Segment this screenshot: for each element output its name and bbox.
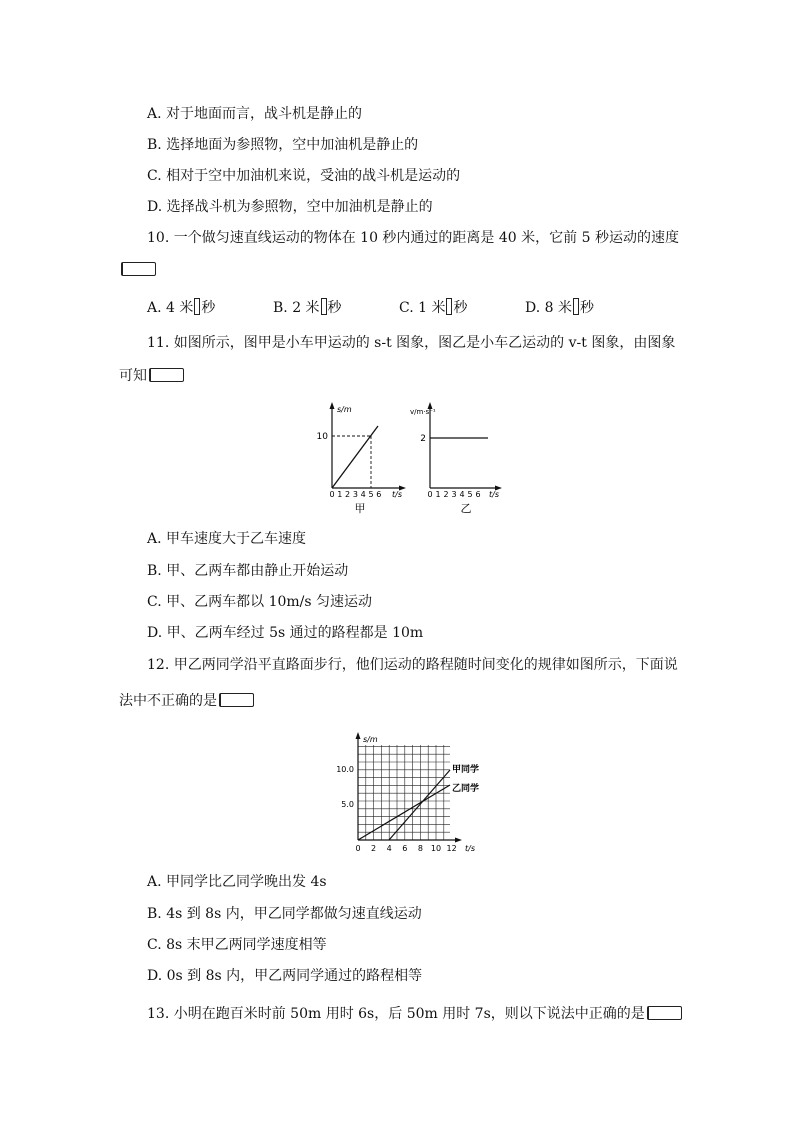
x-tick: 6	[376, 490, 382, 499]
graph-caption: 乙	[460, 502, 472, 515]
q12-stem-line2: 法中不正确的是	[119, 692, 254, 710]
y-axis-arrow-icon	[330, 402, 335, 409]
x-tick: 10	[430, 844, 442, 853]
x-tick: 1	[337, 490, 343, 499]
x-tick: 6	[402, 844, 408, 853]
q11-option-c: C. 甲、乙两车都以 10m/s 匀速运动	[147, 594, 373, 610]
y-axis-label: s/m	[337, 405, 352, 414]
q11-option-b: B. 甲、乙两车都由静止开始运动	[147, 563, 349, 579]
q12-graph	[322, 728, 492, 858]
x-axis-label: t/s	[489, 490, 499, 499]
x-tick: 5	[368, 490, 374, 499]
y-tick: 5.0	[341, 800, 354, 809]
q12-option-d: D. 0s 到 8s 内，甲乙两同学通过的路程相等	[147, 968, 423, 984]
x-axis-label: t/s	[392, 490, 402, 499]
x-tick: 4	[459, 490, 465, 499]
y-tick: 10.0	[336, 765, 354, 774]
q13-stem: 13. 小明在跑百米时前 50m 用时 6s，后 50m 用时 7s，则以下说法中正确的是	[147, 1005, 682, 1023]
x-tick: 3	[352, 490, 358, 499]
x-tick: 8	[417, 844, 423, 853]
x-axis-label: t/s	[465, 844, 475, 853]
x-tick: 3	[451, 490, 457, 499]
legend-yi: 乙同学	[452, 784, 480, 794]
q10-option-c: C. 1 米 秒	[399, 300, 468, 316]
q12-option-b: B. 4s 到 8s 内，甲乙同学都做匀速直线运动	[147, 906, 422, 922]
x-axis-arrow-icon	[455, 838, 462, 843]
q9-option-c: C. 相对于空中加油机来说，受油的战斗机是运动的	[147, 168, 461, 184]
x-tick: 6	[475, 490, 481, 499]
q9-option-b: B. 选择地面为参照物，空中加油机是静止的	[147, 137, 419, 153]
q10-option-a: A. 4 米 秒	[147, 300, 216, 316]
q11-graph-yi	[410, 398, 518, 516]
q10-answer-blank[interactable]	[119, 261, 156, 279]
x-tick: 5	[467, 490, 473, 499]
q10-option-d: D. 8 米 秒	[525, 300, 594, 316]
y-tick: 2	[420, 434, 426, 444]
jia-line	[389, 770, 450, 840]
x-tick: 4	[360, 490, 366, 499]
x-tick: 0	[329, 490, 335, 499]
x-tick: 2	[371, 844, 377, 853]
x-tick: 2	[443, 490, 449, 499]
q12-answer-blank[interactable]	[219, 693, 254, 707]
q12-option-c: C. 8s 末甲乙两同学速度相等	[147, 937, 327, 953]
legend-jia: 甲同学	[452, 765, 480, 775]
y-axis-label: s/m	[363, 735, 378, 744]
q10-option-b: B. 2 米 秒	[273, 300, 342, 316]
y-axis-label: v/m·s⁻¹	[410, 408, 436, 416]
q11-graph-jia	[308, 398, 410, 516]
x-tick: 2	[345, 490, 351, 499]
q9-option-d: D. 选择战斗机为参照物，空中加油机是静止的	[147, 199, 433, 215]
x-tick: 4	[386, 844, 392, 853]
q9-option-a: A. 对于地面而言，战斗机是静止的	[147, 106, 363, 122]
y-tick: 10	[316, 432, 328, 442]
q12-stem-line1: 12. 甲乙两同学沿平直路面步行，他们运动的路程随时间变化的规律如图所示，下面说	[147, 657, 678, 673]
q11-option-d: D. 甲、乙两车经过 5s 通过的路程都是 10m	[147, 625, 424, 641]
q11-answer-blank[interactable]	[149, 368, 184, 382]
graph-caption: 甲	[354, 502, 366, 515]
q11-stem-line2: 可知	[119, 367, 184, 385]
q12-option-a: A. 甲同学比乙同学晚出发 4s	[147, 874, 327, 890]
x-tick: 1	[435, 490, 441, 499]
x-tick: 0	[427, 490, 433, 499]
x-tick: 0	[355, 844, 361, 853]
y-axis-arrow-icon	[356, 732, 361, 739]
x-tick: 12	[446, 844, 457, 853]
q13-answer-blank[interactable]	[647, 1006, 682, 1020]
grid	[358, 745, 450, 840]
q10-stem: 10. 一个做匀速直线运动的物体在 10 秒内通过的距离是 40 米，它前 5 秒运动的速度	[147, 230, 679, 246]
q11-stem-line1: 11. 如图所示，图甲是小车甲运动的 s-t 图象，图乙是小车乙运动的 v-t 图象，由图象	[147, 335, 676, 351]
q11-option-a: A. 甲车速度大于乙车速度	[147, 531, 307, 547]
